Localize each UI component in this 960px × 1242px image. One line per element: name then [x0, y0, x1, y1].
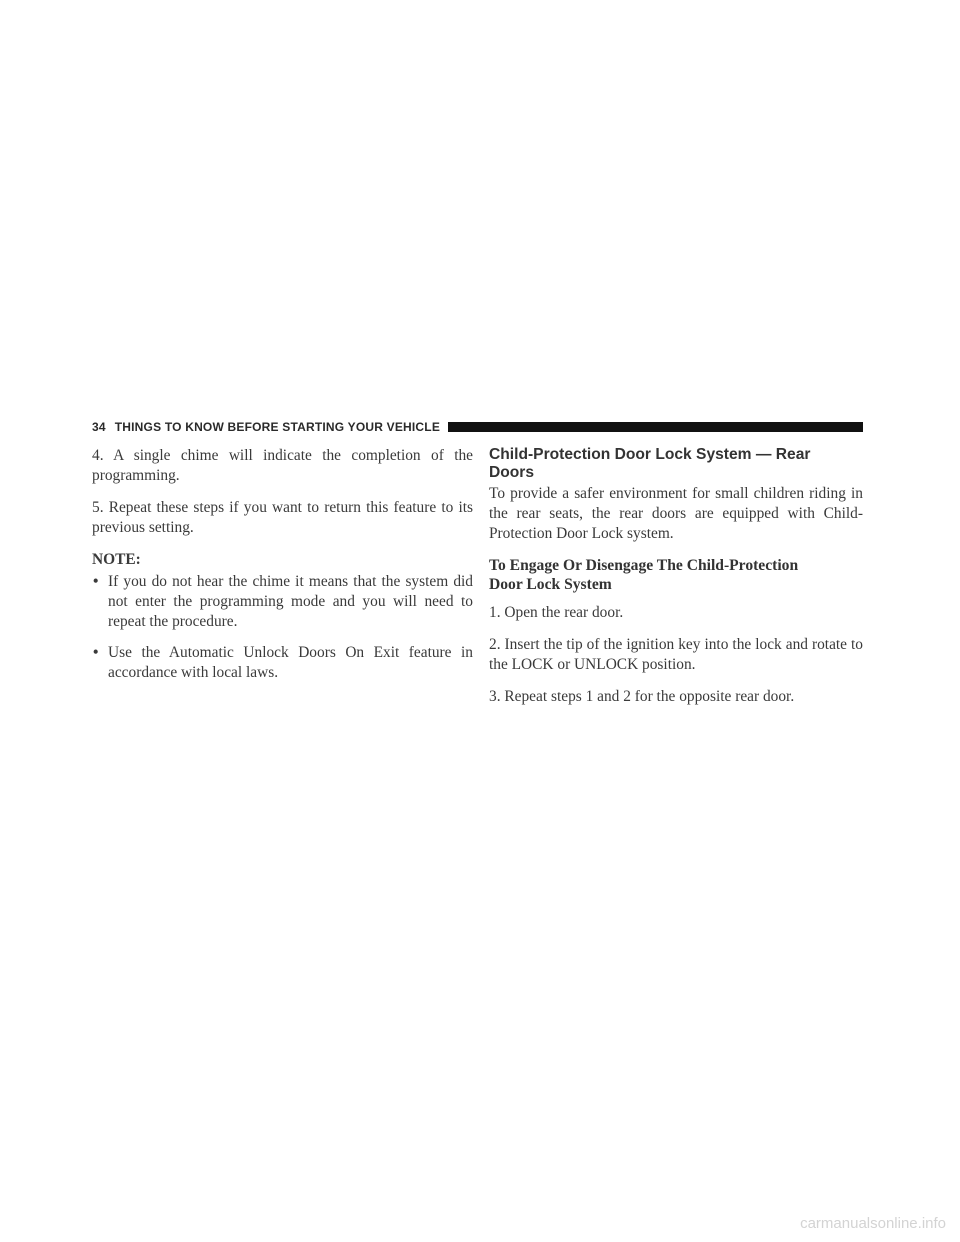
step-paragraph: 2. Insert the tip of the ignition key into the lock and rotate to the LOCK or UNLOCK position.: [489, 636, 863, 673]
bullet-icon: •: [93, 644, 99, 661]
page-header: [92, 420, 863, 434]
watermark-text: carmanualsonline.info: [800, 1215, 946, 1232]
list-item: [92, 572, 473, 632]
list-item: [92, 643, 473, 683]
section-heading: Child-Protection Door Lock System — Rear Doors: [489, 446, 811, 481]
note-bullet-text: Use the Automatic Unlock Doors On Exit feature in accordance with local laws.: [108, 644, 473, 681]
note-label: NOTE:: [92, 551, 141, 568]
note-bullet-text: If you do not hear the chime it means that the system did not enter the programming mode and you will need to repeat the procedure.: [108, 573, 473, 630]
subsection-heading: To Engage Or Disengage The Child-Protection Door Lock System: [489, 557, 799, 593]
step-paragraph: 1. Open the rear door.: [489, 604, 624, 621]
section-title: THINGS TO KNOW BEFORE STARTING YOUR VEHICLE: [114, 420, 441, 434]
header-rule: [448, 422, 863, 432]
page-number: 34: [92, 420, 106, 434]
bullet-icon: •: [93, 573, 99, 590]
step-5-paragraph: 5. Repeat these steps if you want to return this feature to its previous setting.: [92, 499, 473, 536]
step-4-paragraph: 4. A single chime will indicate the completion of the programming.: [92, 447, 473, 484]
intro-paragraph: To provide a safer environment for small children riding in the rear seats, the rear doors are equipped with Child-Protection Door Lock system.: [489, 485, 863, 542]
left-column: [92, 446, 473, 694]
right-column: [489, 446, 863, 719]
step-paragraph: 3. Repeat steps 1 and 2 for the opposite rear door.: [489, 688, 795, 705]
